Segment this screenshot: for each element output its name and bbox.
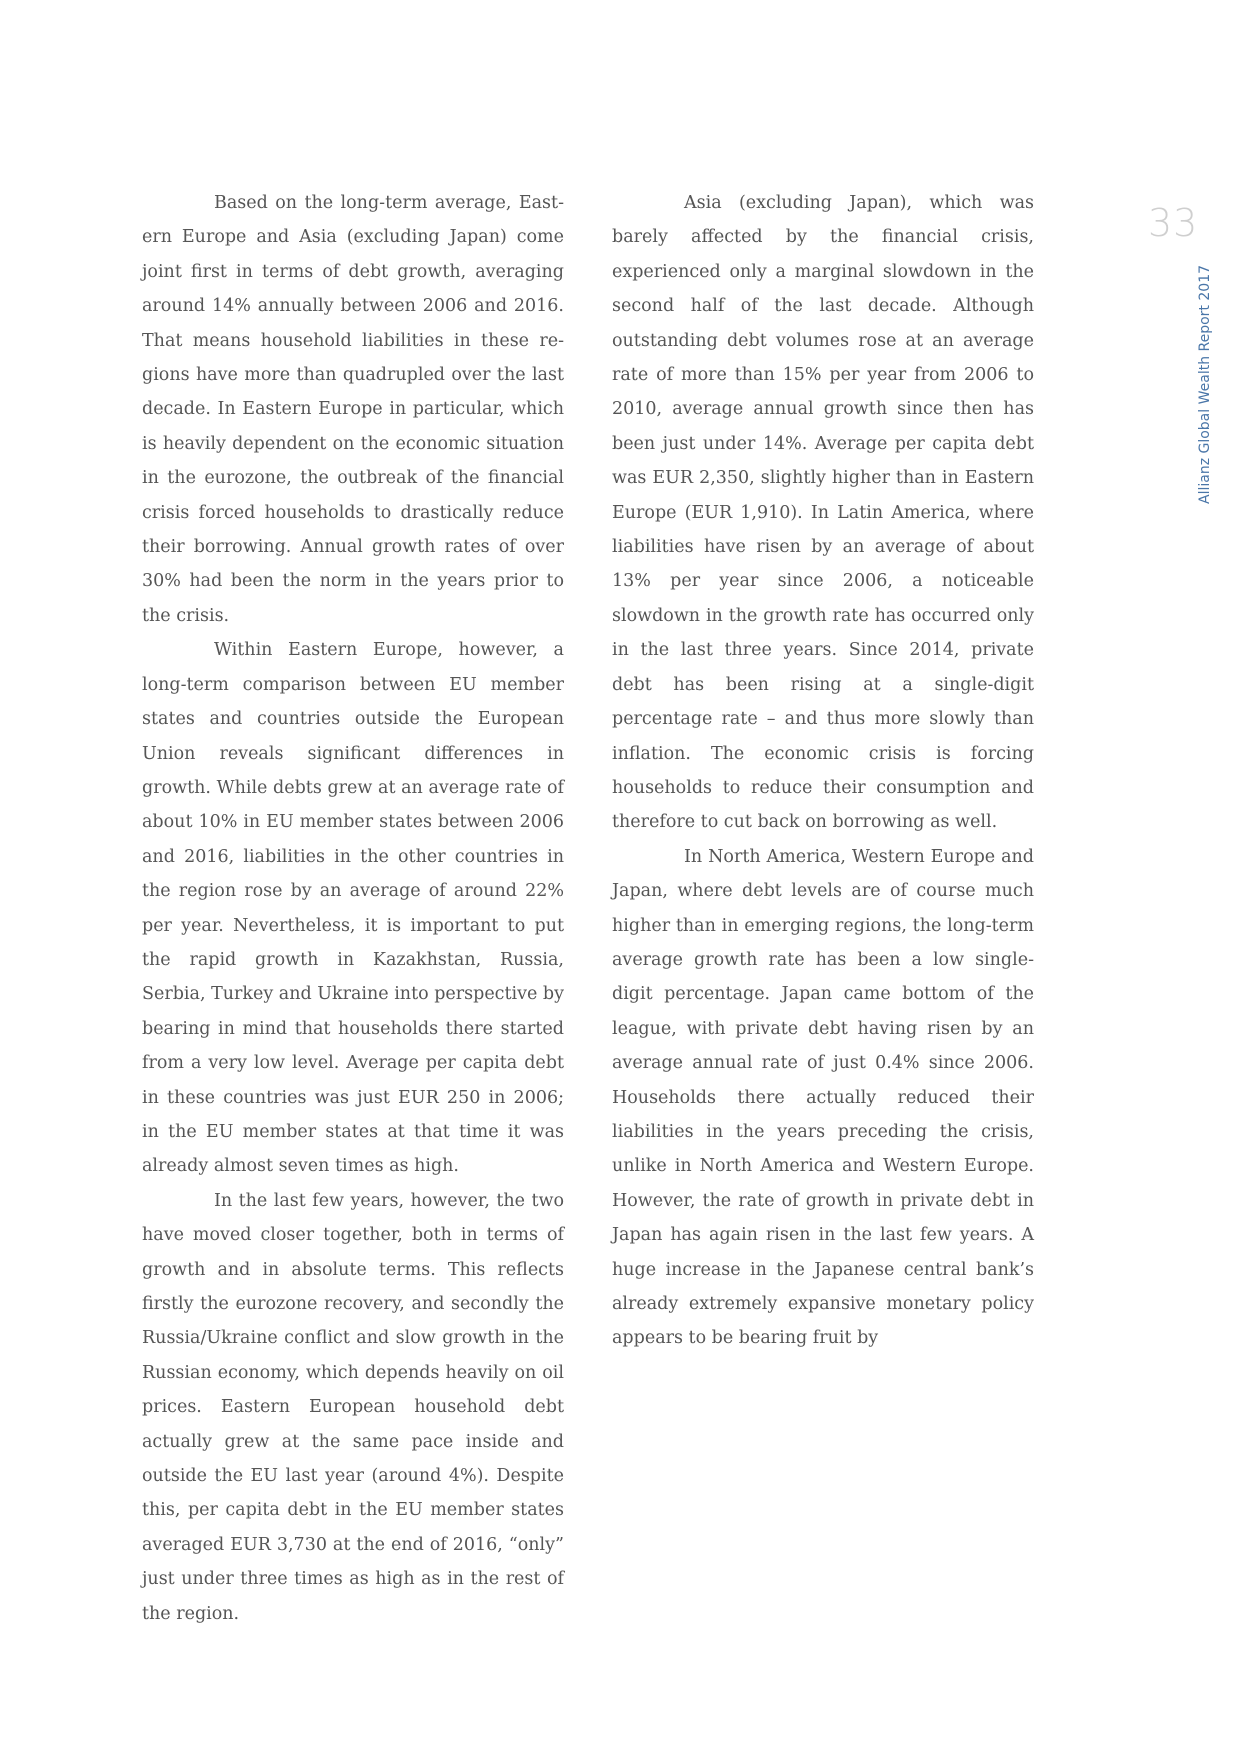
paragraph-eastern-europe-comparison: Within Eastern Europe, however, a long-term comparison between EU member states and countries outside the European Union reveals significant differences in growth. While debts grew at an average rate of about 10% in EU member states between 2006 and 2016, liabilities in the other countries in the region rose by an average of around 22% per year. Nevertheless, it is important to put the rapid growth in Kazakhstan, Russia, Serbia, Turkey and Ukraine into perspective by bearing in mind that households there started from a very low level. Average per capita debt in these countries was just EUR 250 in 2006; in the EU member states at that time it was already almost seven times as high. xyxy=(142,640,564,1177)
paragraph-debt-growth-regions: Based on the long-term average, Eastern Europe and Asia (excluding Japan) come joint first in terms of debt growth, averaging around 14% annually between 2006 and 2016. That means household liabilities in these regions have more than quadrupled over the last decade. In Eastern Europe in particular, which is heavily dependent on the economic situation in the eurozone, the outbreak of the financial crisis forced households to drastically reduce their borrowing. Annual growth rates of over 30% had been the norm in the years prior to the crisis. xyxy=(142,193,564,626)
left-text-column xyxy=(142,186,564,1631)
paragraph-convergence: In the last few years, however, the two have moved closer together, both in terms of growth and in absolute terms. This reflects firstly the eurozone recovery, and secondly the Russia/Ukraine conflict and slow growth in the Russian economy, which depends heavily on oil prices. Eastern European household debt actually grew at the same pace inside and outside the EU last year (around 4%). Despite this, per capita debt in the EU member states averaged EUR 3,730 at the end of 2016, “only” just under three times as high as in the rest of the region. xyxy=(142,1190,564,1624)
right-text-column xyxy=(612,186,1034,1356)
report-title-vertical: Allianz Global Wealth Report 2017 xyxy=(1197,264,1213,504)
page-number: 33 xyxy=(1148,201,1199,245)
paragraph-north-america-japan: In North America, Western Europe and Japan, where debt levels are of course much higher than in emerging regions, the long-term average growth rate has been a low single-digit percentage. Japan came bottom of the league, with private debt having risen by an average annual rate of just 0.4% since 2006. Households there actually reduced their liabilities in the years preceding the crisis, unlike in North America and Western Europe. However, the rate of growth in private debt in Japan has again risen in the last few years. A huge increase in the Japanese central bank’s already extremely expansive monetary policy appears to be bearing fruit by xyxy=(612,846,1034,1349)
paragraph-asia-latin-america: Asia (excluding Japan), which was barely affected by the financial crisis, experienced only a marginal slowdown in the second half of the last decade. Although outstanding debt volumes rose at an average rate of more than 15% per year from 2006 to 2010, average annual growth since then has been just under 14%. Average per capita debt was EUR 2,350, slightly higher than in Eastern Europe (EUR 1,910). In Latin America, where liabilities have risen by an average of about 13% per year since 2006, a noticeable slowdown in the growth rate has occurred only in the last three years. Since 2014, private debt has been rising at a single-digit percentage rate – and thus more slowly than inflation. The economic crisis is forcing households to reduce their consumption and therefore to cut back on borrowing as well. xyxy=(612,193,1034,833)
